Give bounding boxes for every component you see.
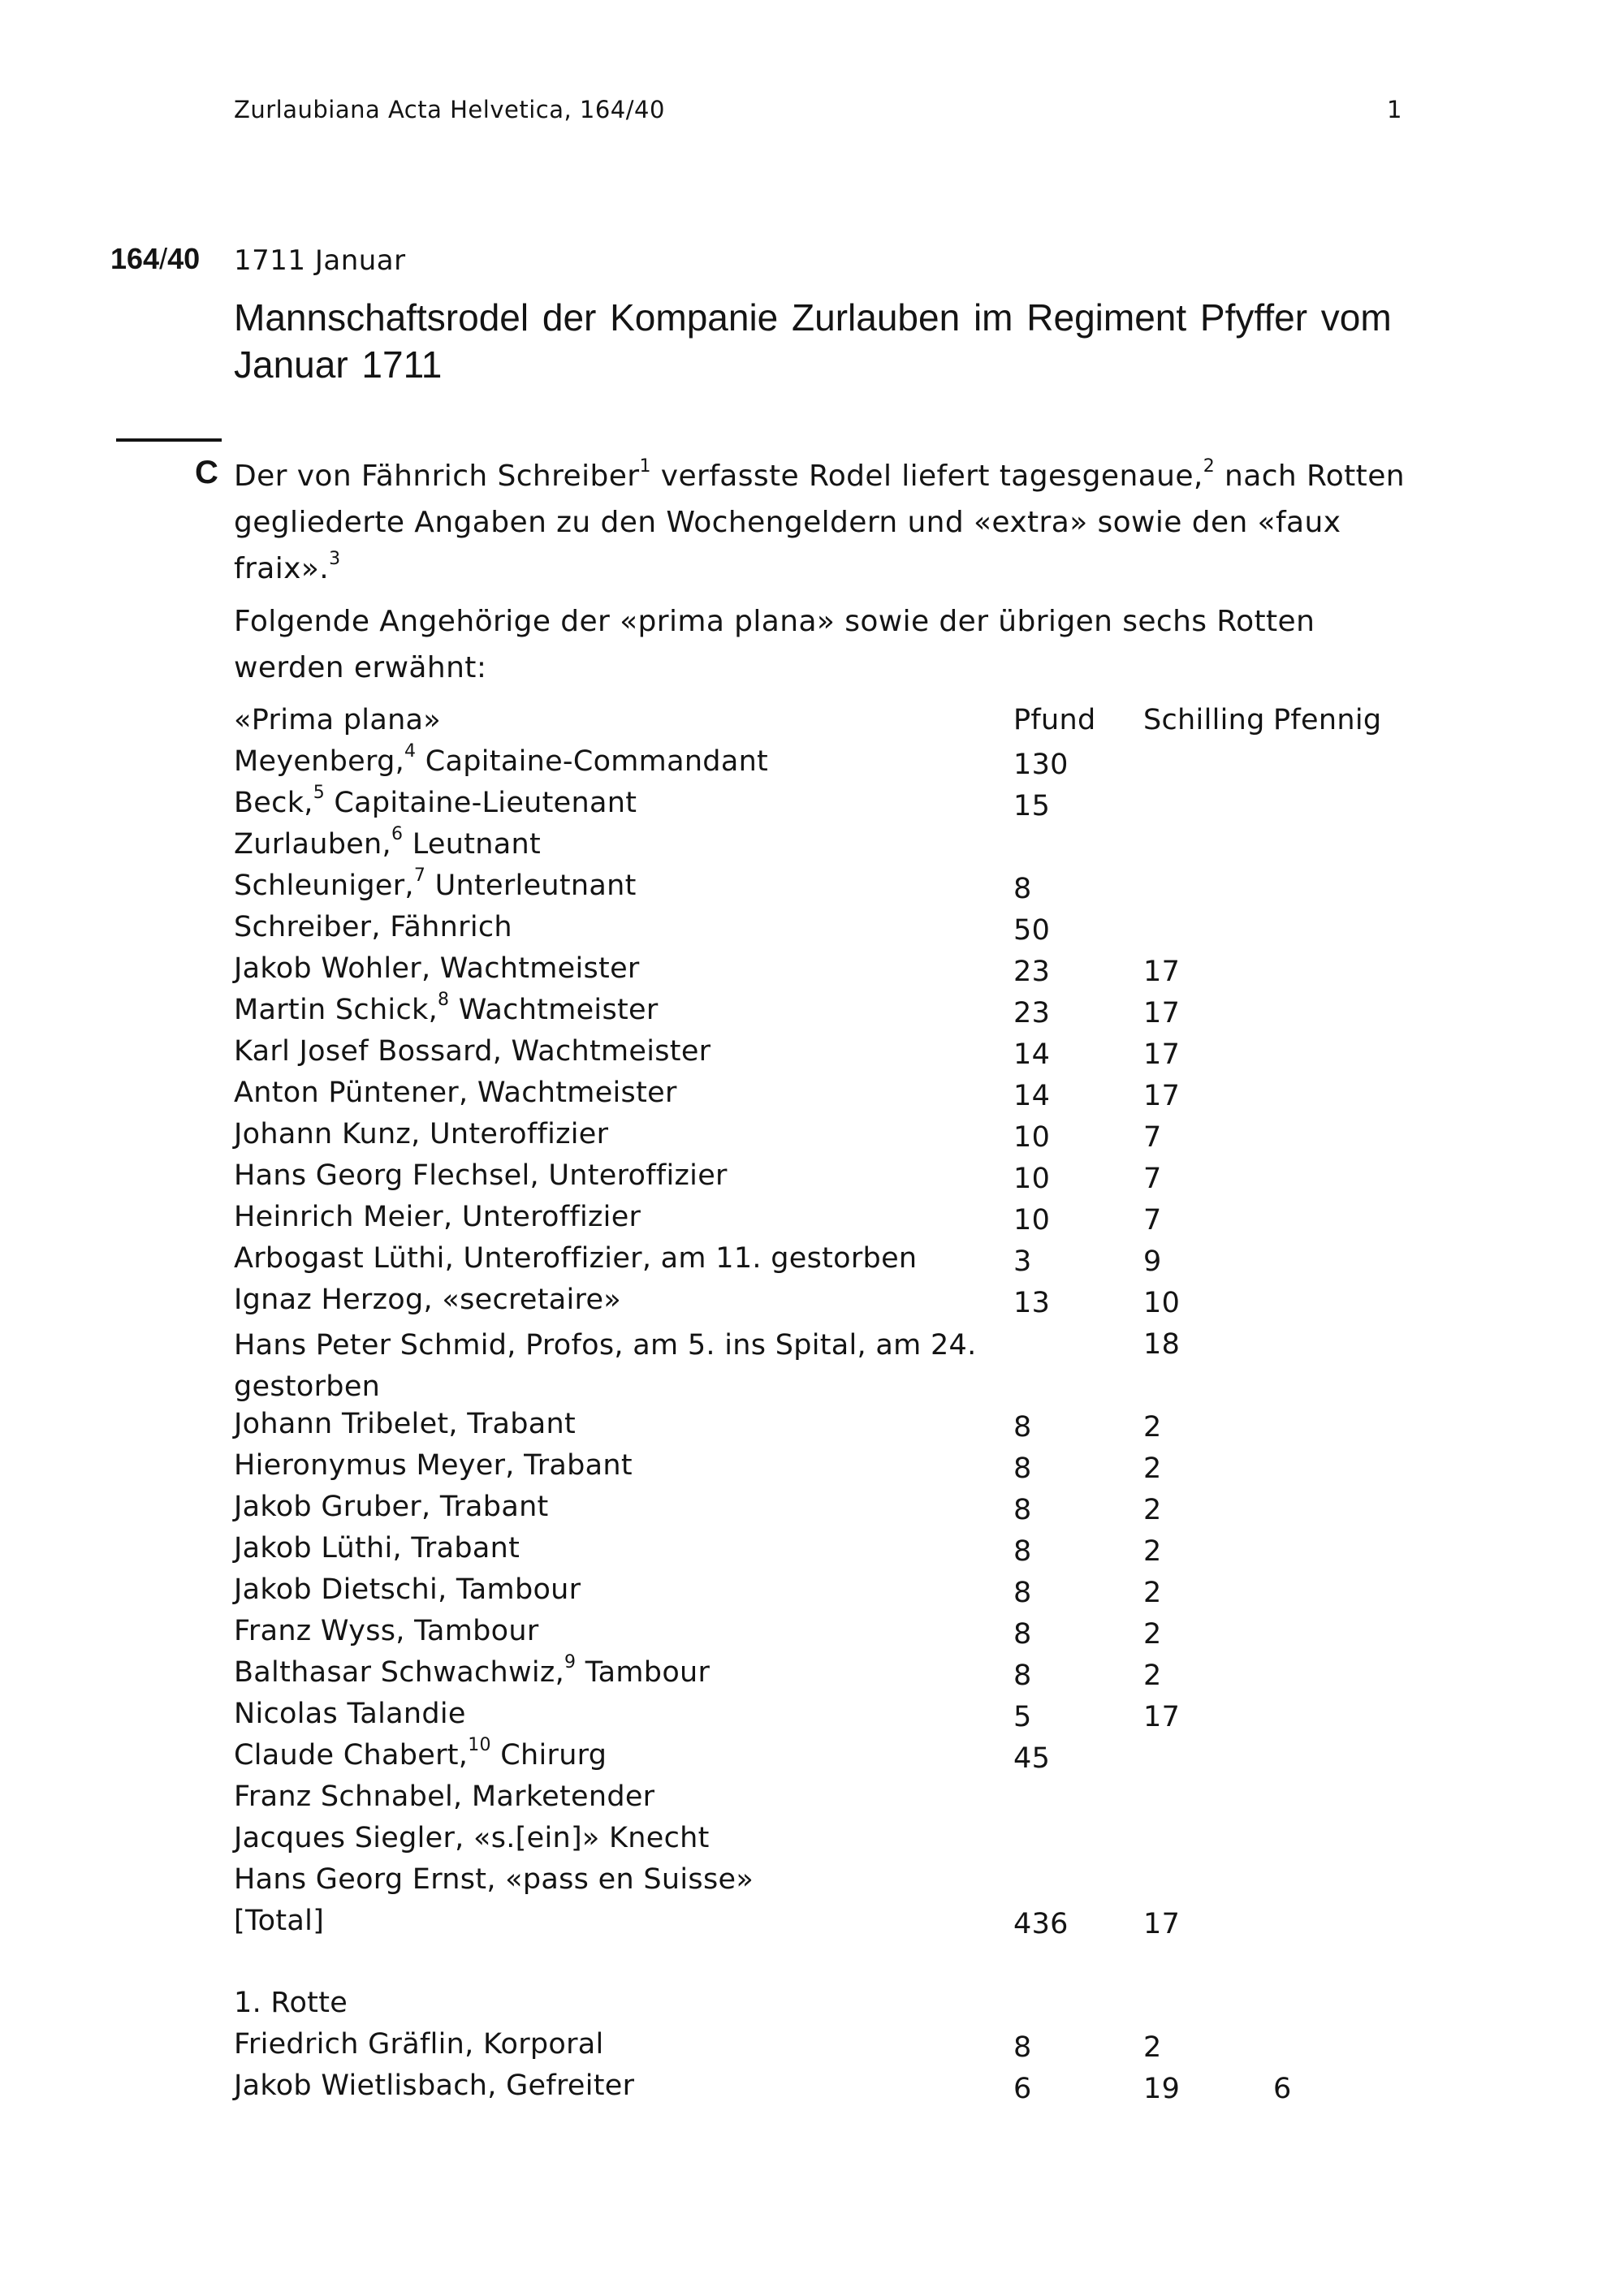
table-row bbox=[234, 1491, 1419, 1532]
row-name-text: Jakob Gruber, Trabant bbox=[234, 1491, 549, 1523]
footnote-ref: 2 bbox=[1203, 456, 1216, 477]
row-name-text: Jakob Wohler, Wachtmeister bbox=[234, 952, 640, 985]
table-row bbox=[234, 865, 1419, 911]
row-name bbox=[234, 2028, 604, 2061]
row-name bbox=[234, 1201, 641, 1233]
row-name bbox=[234, 1491, 549, 1523]
table-row bbox=[234, 1159, 1419, 1201]
document-number-separator: / bbox=[159, 242, 168, 275]
row-name-text: Hans Peter Schmid, Profos, am 5. ins Spital, am 24. gestorben bbox=[234, 1329, 977, 1403]
intro-paragraph-2: Folgende Angehörige der «prima plana» sowie der übrigen sechs Rotten werden erwähnt: bbox=[234, 605, 1315, 684]
intro-text-1: Der von Fähnrich Schreiber bbox=[234, 460, 640, 493]
row-name-text: Jakob Dietschi, Tambour bbox=[234, 1573, 581, 1606]
row-name bbox=[234, 1284, 621, 1316]
schilling-cell: 10 bbox=[1143, 1287, 1181, 1319]
row-name-role: Capitaine-Commandant bbox=[416, 745, 769, 778]
section-gap bbox=[234, 1946, 1419, 1987]
schilling-cell: 18 bbox=[1143, 1328, 1181, 1361]
footnote-ref: 10 bbox=[468, 1735, 491, 1756]
section-rule bbox=[116, 438, 222, 442]
row-name bbox=[234, 1573, 581, 1606]
footnote-ref: 1 bbox=[639, 456, 651, 477]
row-name-text: Franz Wyss, Tambour bbox=[234, 1615, 539, 1647]
row-name-text: Schleuniger, bbox=[234, 870, 414, 902]
schilling-cell: 2 bbox=[1143, 1494, 1162, 1526]
table-row bbox=[234, 1242, 1419, 1284]
row-name-text: Nicolas Talandie bbox=[234, 1698, 466, 1730]
row-name-text: Friedrich Gräflin, Korporal bbox=[234, 2028, 604, 2061]
pfund-cell: 8 bbox=[1013, 1494, 1032, 1526]
pfund-cell: 6 bbox=[1013, 2073, 1032, 2105]
footnote-ref: 8 bbox=[438, 990, 450, 1011]
pfund-cell: 8 bbox=[1013, 1618, 1032, 1651]
table-row bbox=[234, 1780, 1419, 1822]
footnote-ref: 3 bbox=[329, 549, 341, 569]
pfund-cell: 8 bbox=[1013, 1535, 1032, 1568]
pfund-cell: 10 bbox=[1013, 1121, 1051, 1154]
row-name-text: Jakob Wietlisbach, Gefreiter bbox=[234, 2069, 635, 2102]
pfund-cell: 23 bbox=[1013, 956, 1051, 988]
schilling-cell: 2 bbox=[1143, 2031, 1162, 2064]
schilling-cell: 7 bbox=[1143, 1204, 1162, 1236]
pfund-cell: 45 bbox=[1013, 1742, 1051, 1775]
row-name-role: Unterleutnant bbox=[425, 870, 637, 902]
schilling-cell: 19 bbox=[1143, 2073, 1181, 2105]
row-name bbox=[234, 1532, 520, 1564]
table-row bbox=[234, 783, 1419, 828]
document-number-sub: 40 bbox=[167, 242, 201, 275]
table-row bbox=[234, 741, 1419, 787]
row-name bbox=[234, 1035, 710, 1068]
table-row bbox=[234, 1698, 1419, 1739]
pfund-cell: 23 bbox=[1013, 997, 1051, 1029]
row-name bbox=[234, 990, 659, 1026]
row-name bbox=[234, 1242, 917, 1275]
column-header-pfennig: Pfennig bbox=[1273, 704, 1382, 736]
table-header-row bbox=[234, 704, 1419, 745]
schilling-cell: 7 bbox=[1143, 1163, 1162, 1195]
table-row bbox=[234, 1532, 1419, 1573]
table-row bbox=[234, 824, 1419, 870]
row-name-text: Schreiber, Fähnrich bbox=[234, 911, 512, 943]
source-marker: C bbox=[195, 455, 218, 490]
row-name bbox=[234, 1325, 997, 1408]
pfund-cell: 130 bbox=[1013, 749, 1069, 781]
pfund-cell: 8 bbox=[1013, 2031, 1032, 2064]
table-row bbox=[234, 1284, 1419, 1325]
schilling-cell: 2 bbox=[1143, 1411, 1162, 1444]
row-name bbox=[234, 783, 637, 819]
row-name-text: Franz Schnabel, Marketender bbox=[234, 1780, 655, 1813]
row-name-role: Chirurg bbox=[490, 1739, 607, 1772]
schilling-cell: 2 bbox=[1143, 1659, 1162, 1692]
footnote-ref: 5 bbox=[313, 783, 325, 804]
table-row bbox=[234, 1735, 1419, 1780]
pfund-cell: 10 bbox=[1013, 1204, 1051, 1236]
table-row bbox=[234, 1201, 1419, 1242]
row-name-text: Johann Tribelet, Trabant bbox=[234, 1408, 577, 1440]
table-row bbox=[234, 952, 1419, 994]
document-number bbox=[110, 242, 200, 276]
table-row bbox=[234, 1615, 1419, 1656]
row-name-role: Leutnant bbox=[403, 828, 541, 861]
rotte-label: 1. Rotte bbox=[234, 1987, 348, 2019]
document-number-main: 164 bbox=[110, 242, 160, 275]
row-name-text: Anton Püntener, Wachtmeister bbox=[234, 1077, 677, 1109]
row-name-text: Jacques Siegler, «s.[ein]» Knecht bbox=[234, 1822, 710, 1854]
row-name-text: Ignaz Herzog, «secretaire» bbox=[234, 1284, 622, 1316]
pfund-cell: 13 bbox=[1013, 1287, 1051, 1319]
row-name-text: Balthasar Schwachwiz, bbox=[234, 1656, 565, 1689]
schilling-cell: 2 bbox=[1143, 1618, 1162, 1651]
row-name-text: Zurlauben, bbox=[234, 828, 391, 861]
table-row bbox=[234, 1408, 1419, 1449]
pfund-cell: 8 bbox=[1013, 1659, 1032, 1692]
pfund-cell: 8 bbox=[1013, 1452, 1032, 1485]
row-name bbox=[234, 2069, 634, 2102]
intro-text-2: verfasste Rodel liefert tagesgenaue, bbox=[650, 460, 1203, 493]
pfund-cell: 8 bbox=[1013, 1577, 1032, 1609]
roster-table bbox=[234, 704, 1419, 2111]
table-row bbox=[234, 1573, 1419, 1615]
pfund-cell: 10 bbox=[1013, 1163, 1051, 1195]
table-row bbox=[234, 1905, 1419, 1946]
row-name bbox=[234, 1077, 677, 1109]
row-name bbox=[234, 1449, 633, 1482]
row-name-role: Tambour bbox=[576, 1656, 710, 1689]
row-name bbox=[234, 1780, 654, 1813]
row-name-role: Capitaine-Lieutenant bbox=[325, 787, 637, 819]
table-row bbox=[234, 2069, 1419, 2111]
schilling-cell: 17 bbox=[1143, 956, 1181, 988]
row-name-text: Arbogast Lüthi, Unteroffizier, am 11. gestorben bbox=[234, 1242, 918, 1275]
row-name bbox=[234, 865, 637, 902]
schilling-cell: 17 bbox=[1143, 1080, 1181, 1112]
schilling-cell: 2 bbox=[1143, 1535, 1162, 1568]
table-row bbox=[234, 1325, 1419, 1408]
table-row bbox=[234, 2028, 1419, 2069]
table-row bbox=[234, 1077, 1419, 1118]
row-name bbox=[234, 1408, 576, 1440]
row-name-text: Johann Kunz, Unteroffizier bbox=[234, 1118, 609, 1150]
row-name bbox=[234, 741, 769, 778]
section-label: «Prima plana» bbox=[234, 704, 442, 736]
schilling-cell: 17 bbox=[1143, 1038, 1181, 1071]
schilling-cell: 17 bbox=[1143, 1701, 1181, 1733]
row-name bbox=[234, 1118, 608, 1150]
row-name-text: Hieronymus Meyer, Trabant bbox=[234, 1449, 633, 1482]
footnote-ref: 6 bbox=[391, 824, 404, 845]
row-name bbox=[234, 1735, 607, 1772]
running-head: Zurlaubiana Acta Helvetica, 164/40 bbox=[234, 96, 665, 123]
footnote-ref: 9 bbox=[564, 1652, 577, 1673]
table-row bbox=[234, 911, 1419, 952]
column-header-schilling: Schilling bbox=[1143, 704, 1265, 736]
row-name-text: Claude Chabert, bbox=[234, 1739, 469, 1772]
page-number: 1 bbox=[1387, 96, 1402, 123]
schilling-cell: 9 bbox=[1143, 1245, 1162, 1278]
pfund-cell: 14 bbox=[1013, 1038, 1051, 1071]
row-name-text: Hans Georg Ernst, «pass en Suisse» bbox=[234, 1863, 754, 1896]
rotte-heading-row bbox=[234, 1987, 1419, 2028]
row-name bbox=[234, 1822, 710, 1854]
schilling-cell: 7 bbox=[1143, 1121, 1162, 1154]
pfund-cell: 8 bbox=[1013, 873, 1032, 905]
row-name bbox=[234, 952, 640, 985]
pfund-cell: 14 bbox=[1013, 1080, 1051, 1112]
row-name bbox=[234, 1615, 539, 1647]
intro-paragraph bbox=[234, 453, 1419, 592]
schilling-cell: 17 bbox=[1143, 997, 1181, 1029]
row-name bbox=[234, 1652, 710, 1689]
table-row bbox=[234, 990, 1419, 1035]
document-date: 1711 Januar bbox=[234, 244, 406, 277]
row-name-text: Meyenberg, bbox=[234, 745, 405, 778]
row-name-text: Martin Schick, bbox=[234, 994, 438, 1026]
intro-text-3: nach Rotten gegliederte Angaben zu den Wochengeldern und «extra» sowie den «faux fraix». bbox=[234, 460, 1405, 585]
table-row bbox=[234, 1863, 1419, 1905]
row-name-text: Jakob Lüthi, Trabant bbox=[234, 1532, 520, 1564]
table-row bbox=[234, 1118, 1419, 1159]
pfund-cell: 50 bbox=[1013, 914, 1051, 947]
row-name-text: Hans Georg Flechsel, Unteroffizier bbox=[234, 1159, 728, 1192]
pfund-cell: 15 bbox=[1013, 790, 1051, 822]
row-name-text: Beck, bbox=[234, 787, 313, 819]
schilling-cell: 17 bbox=[1143, 1908, 1181, 1940]
pfund-cell: 436 bbox=[1013, 1908, 1069, 1940]
table-row bbox=[234, 1449, 1419, 1491]
pfennig-cell: 6 bbox=[1273, 2073, 1292, 2105]
pfund-cell: 3 bbox=[1013, 1245, 1032, 1278]
table-row bbox=[234, 1652, 1419, 1698]
schilling-cell: 2 bbox=[1143, 1452, 1162, 1485]
row-name bbox=[234, 1905, 324, 1937]
document-title: Mannschaftsrodel der Kompanie Zurlauben im Regiment Pfyffer vom Januar 1711 bbox=[234, 296, 1392, 386]
row-name bbox=[234, 911, 512, 943]
row-name bbox=[234, 1863, 754, 1896]
footnote-ref: 7 bbox=[413, 865, 426, 887]
column-header-pfund: Pfund bbox=[1013, 704, 1096, 736]
pfund-cell: 5 bbox=[1013, 1701, 1032, 1733]
row-name-text: Heinrich Meier, Unteroffizier bbox=[234, 1201, 641, 1233]
table-row bbox=[234, 1035, 1419, 1077]
row-name bbox=[234, 824, 541, 861]
row-name bbox=[234, 1698, 466, 1730]
pfund-cell: 8 bbox=[1013, 1411, 1032, 1444]
footnote-ref: 4 bbox=[404, 741, 417, 762]
table-row bbox=[234, 1822, 1419, 1863]
row-name-text: Karl Josef Bossard, Wachtmeister bbox=[234, 1035, 711, 1068]
row-name bbox=[234, 1159, 728, 1192]
schilling-cell: 2 bbox=[1143, 1577, 1162, 1609]
row-name-text: [Total] bbox=[234, 1905, 325, 1937]
row-name-role: Wachtmeister bbox=[449, 994, 659, 1026]
